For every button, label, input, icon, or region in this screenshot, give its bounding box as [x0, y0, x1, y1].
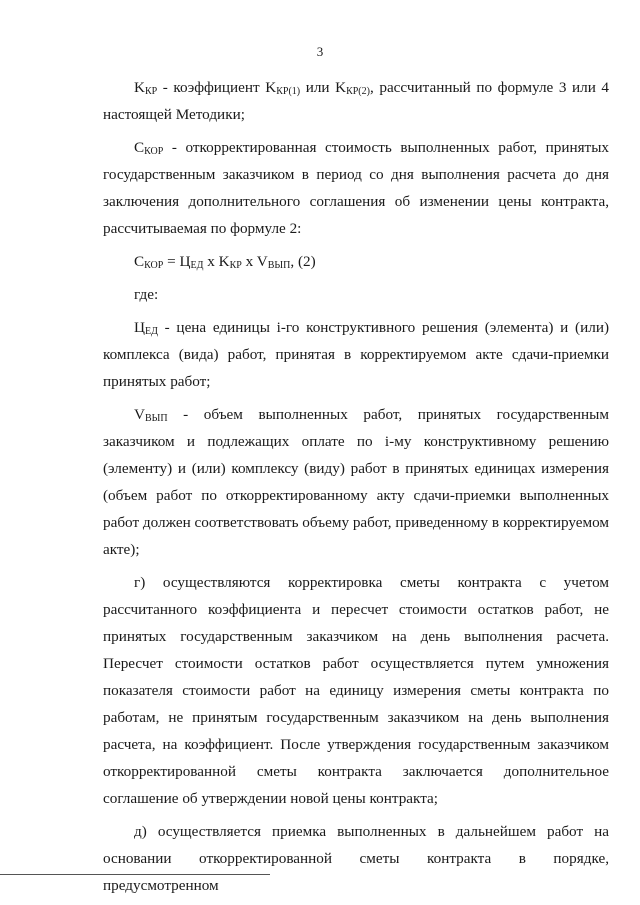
formula-x1: x K [203, 253, 230, 270]
symbol-k1-subscript: КР(1) [276, 86, 301, 97]
formula-c: С [134, 253, 145, 270]
definition-vvyp [103, 401, 609, 563]
symbol-c: С [134, 139, 145, 156]
document-body [103, 74, 609, 899]
symbol-k1: K [265, 79, 277, 96]
symbol-v-subscript: ВЫП [144, 413, 168, 424]
formula-eq: = Ц [163, 253, 191, 270]
definition-vvyp-text: - объем выполненных работ, принятых государственным заказчиком и подлежащих оплате по i-му конструктивному решению (элементу) и (или) комплексу (виду) работ в принятых единицах измерения (объем работ по откорректированному акту сдачи-приемки выполненных работ должен соответствовать объему работ, приведенному в корректируемом акте); [103, 406, 609, 558]
footnote-separator [0, 874, 270, 875]
symbol-ts: Ц [134, 319, 145, 336]
definition-skor-text: - откорректированная стоимость выполненных работ, принятых государственным заказчиком в период со дня выполнения расчета до дня заключения дополнительного соглашения об изменении цены контракта, рассчитываемая по формуле 2: [103, 139, 609, 237]
symbol-v: V [134, 406, 145, 423]
definition-tsed [103, 314, 609, 395]
definition-kkr-text-3: , рассчитанный по формуле 3 или 4 настоящей Методики; [103, 79, 610, 123]
definition-skor [103, 134, 609, 242]
formula-v-subscript: ВЫП [267, 260, 291, 271]
symbol-k2-subscript: КР(2) [346, 86, 370, 97]
formula-c-subscript: КОР [144, 260, 164, 271]
definition-tsed-text: - цена единицы i-го конструктивного решения (элемента) и (или) комплекса (вида) работ, принятая в корректируемом акте сдачи-приемки принятых работ; [103, 319, 609, 390]
symbol-ts-subscript: ЕД [144, 326, 158, 337]
formula-k-subscript: КР [229, 260, 242, 271]
item-g: г) осуществляются корректировка сметы контракта с учетом рассчитанного коэффициента и пересчет стоимости остатков работ, не принятых государственным заказчиком на день выполнения расчета. Пересчет стоимости остатков работ осуществляется путем умножения показателя стоимости работ на единицу измерения сметы контракта по работам, не принятым государственным заказчиком на день выполнения расчета, на коэффициент. После утверждения государственным заказчиком откорректированной сметы контракта заключается дополнительное соглашение об утверждении новой цены контракта; [103, 574, 609, 807]
where-label: где: [134, 286, 159, 303]
formula-tail: , (2) [290, 253, 316, 270]
symbol-k-subscript: КР [144, 86, 158, 97]
formula-2 [103, 248, 609, 275]
formula-ts-subscript: ЕД [190, 260, 204, 271]
symbol-k: K [134, 79, 145, 96]
definition-kkr-text-2: или [300, 79, 336, 96]
symbol-c-subscript: КОР [144, 146, 164, 157]
definition-kkr-text-1: - коэффициент [157, 79, 266, 96]
page-number: 3 [316, 44, 324, 59]
formula-x2: x V [241, 253, 268, 270]
symbol-k2: K [335, 79, 347, 96]
item-d: д) осуществляется приемка выполненных в дальнейшем работ на основании откорректированной сметы контракта в порядке, предусмотренном [103, 823, 609, 894]
definition-kkr [103, 74, 609, 128]
